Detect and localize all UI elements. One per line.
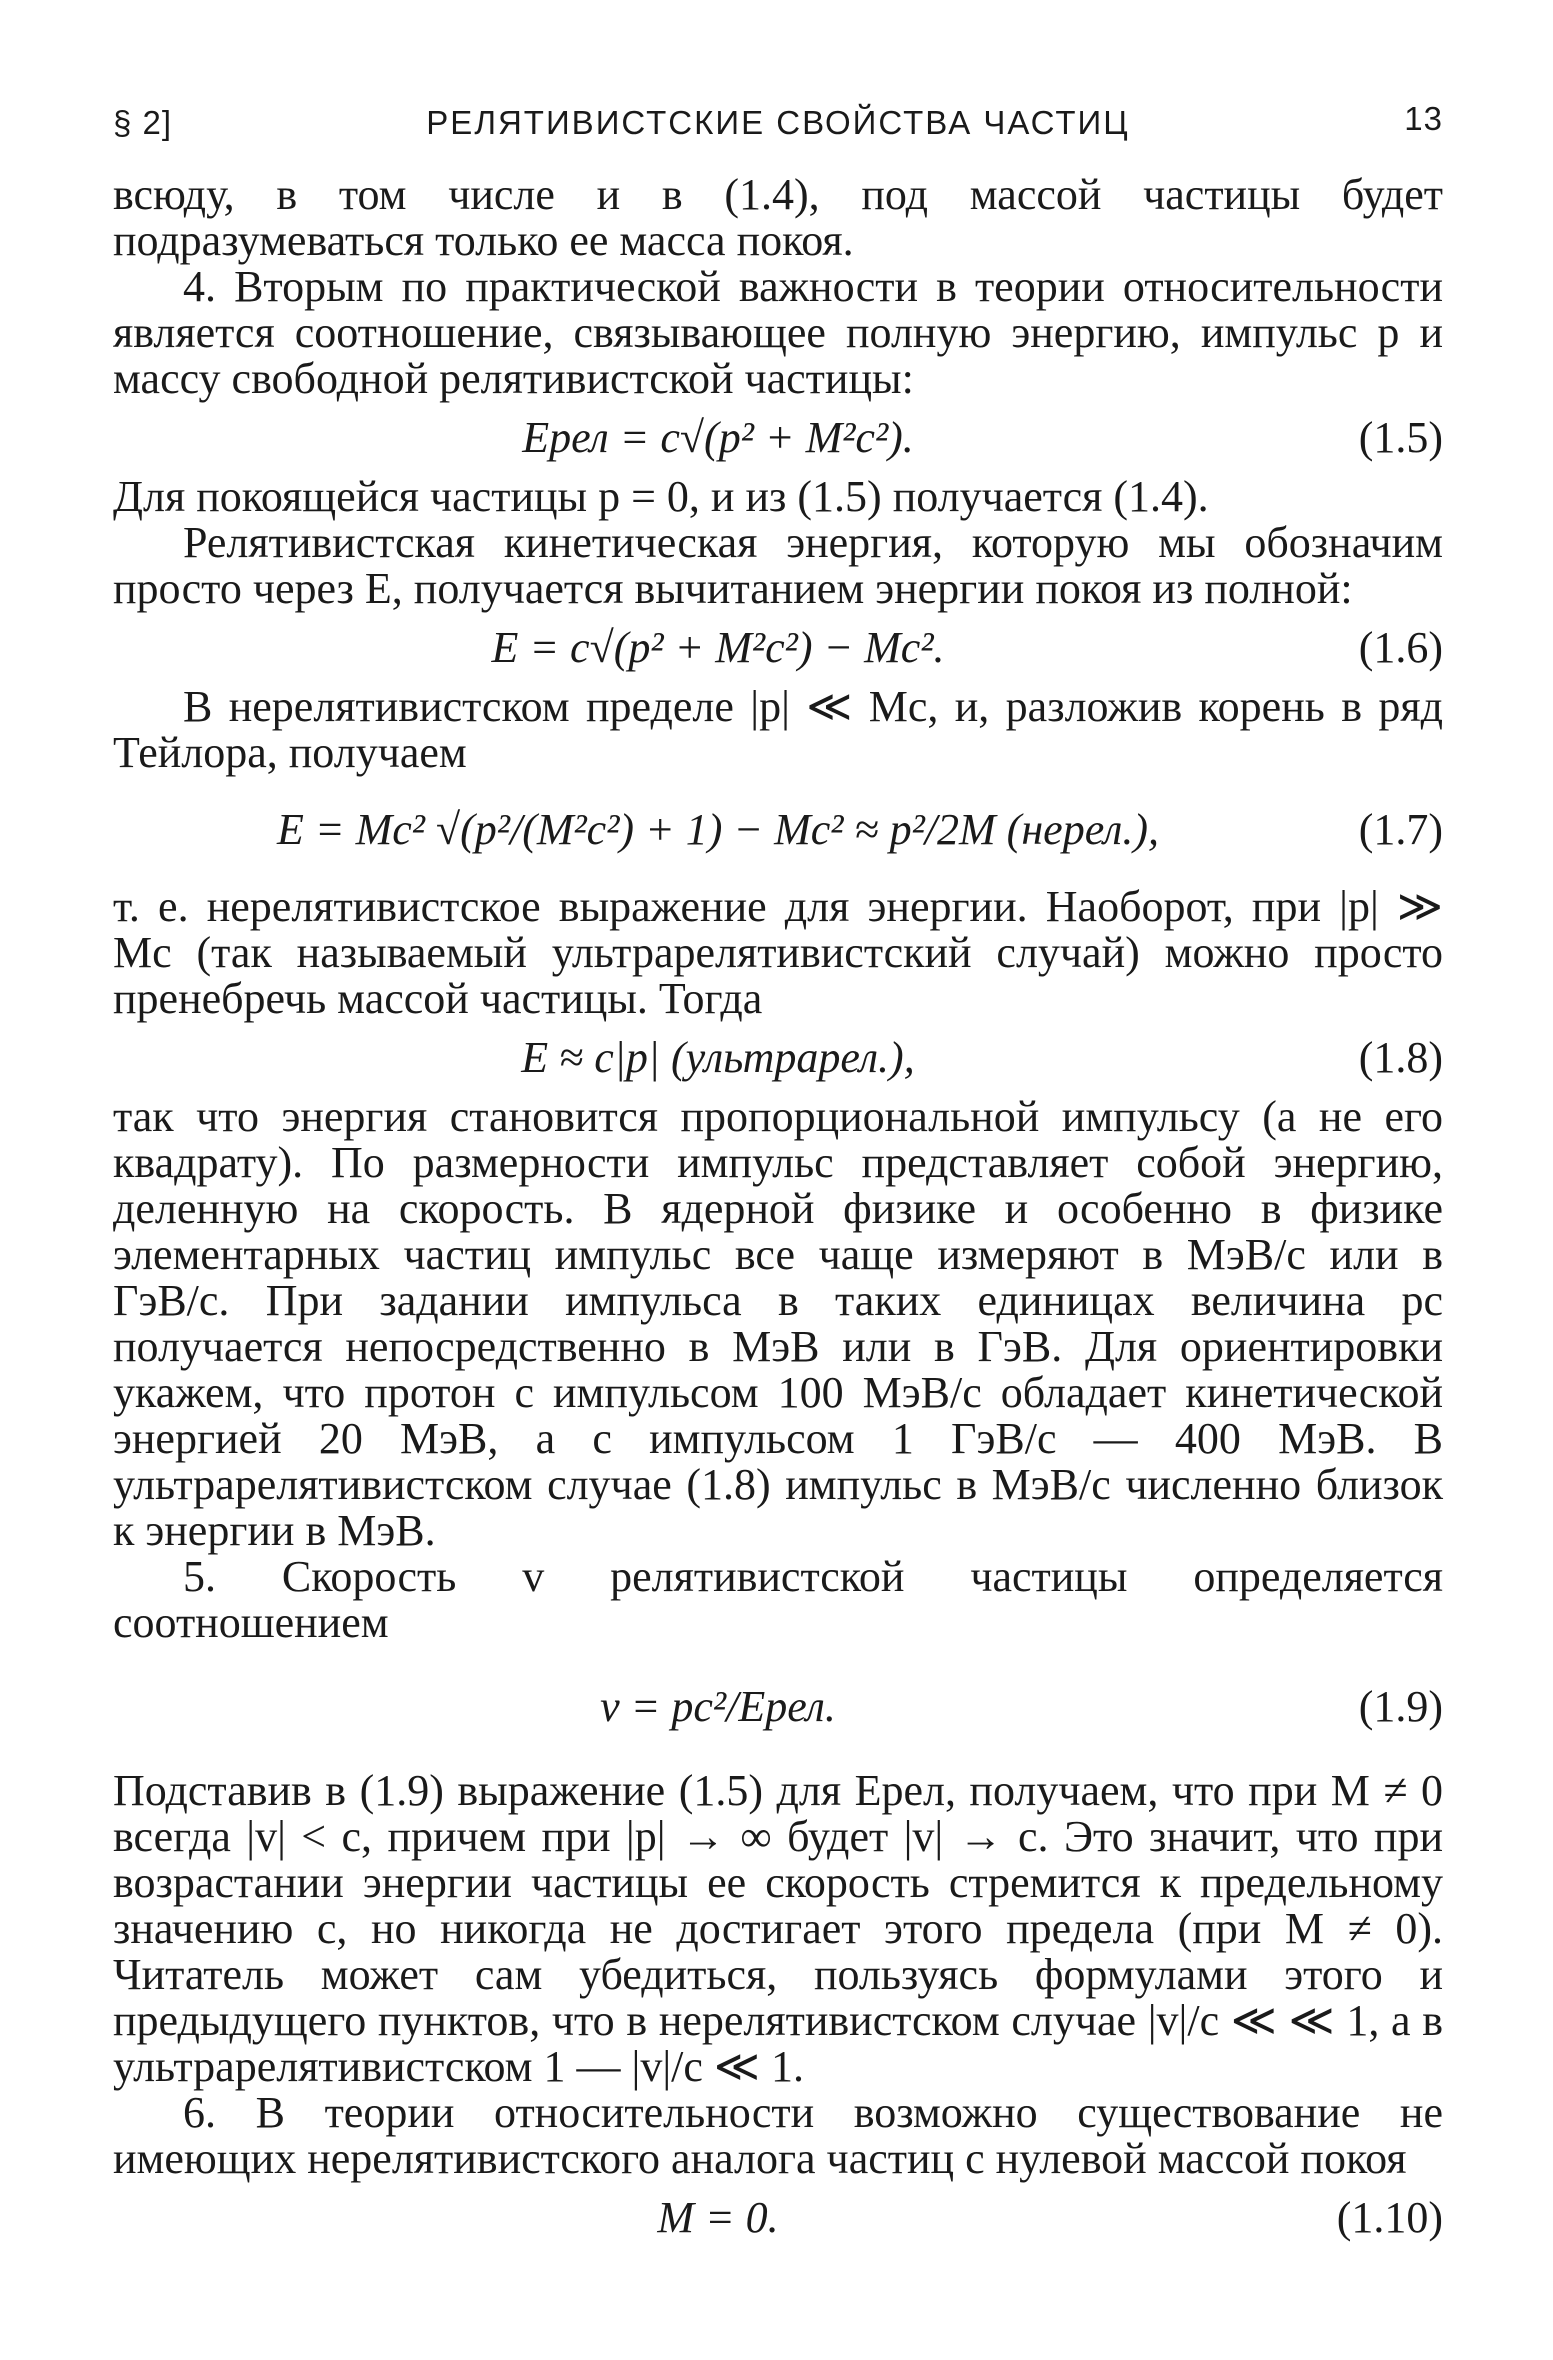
equation-1-6-number: (1.6) [1358, 623, 1443, 672]
paragraph-8: 5. Скорость v релятивистской частицы определяется соотношением [113, 1552, 1443, 1647]
equation-1-5-number: (1.5) [1358, 413, 1443, 462]
equation-1-6 [113, 618, 1443, 678]
section-marker: § 2] [113, 104, 173, 141]
equation-1-8-number: (1.8) [1358, 1033, 1443, 1082]
paragraph-9: Подставив в (1.9) выражение (1.5) для Eрел, получаем, что при M ≠ 0 всегда |v| < c, причем при |p| → ∞ будет |v| → c. Это значит, что при возрастании энергии частицы ее скорость стремится к предельному значению c, но никогда не достигает этого предела (при M ≠ 0). Читатель может сам убедиться, пользуясь формулами этого и предыдущего пунктов, что в нерелятивистском случае |v|/c ≪ ≪ 1, а в ультрарелятивистском 1 — |v|/c ≪ 1. [113, 1766, 1443, 2091]
equation-1-10-number: (1.10) [1336, 2193, 1443, 2242]
equation-1-10 [113, 2188, 1443, 2248]
paragraph-1: всюду, в том числе и в (1.4), под массой частицы будет подразумеваться только ее масса покоя. [113, 170, 1443, 265]
equation-1-10-expr: M = 0. [657, 2193, 779, 2242]
equation-1-5-expr: Eрел = c√(p² + M²c²). [522, 413, 914, 462]
equation-1-9 [113, 1652, 1443, 1762]
equation-1-9-expr: v = pc²/Eрел. [600, 1682, 836, 1731]
page-number: 13 [1404, 100, 1443, 137]
equation-1-6-expr: E = c√(p² + M²c²) − Mc². [491, 623, 945, 672]
equation-1-9-number: (1.9) [1358, 1682, 1443, 1731]
paragraph-6: т. е. нерелятивистское выражение для энергии. Наоборот, при |p| ≫ Mc (так называемый ультрарелятивистский случай) можно просто пренебречь массой частицы. Тогда [113, 882, 1443, 1023]
equation-1-5 [113, 408, 1443, 468]
equation-1-8-expr: E ≈ c|p| (ультрарел.), [521, 1033, 915, 1082]
equation-1-7-expr: E = Mc² √(p²/(M²c²) + 1) − Mc² ≈ p²/2M (нерел.), [277, 805, 1159, 854]
equation-1-8 [113, 1028, 1443, 1088]
paragraph-2: 4. Вторым по практической важности в теории относительности является соотношение, связывающее полную энергию, импульс p и массу свободной релятивистской частицы: [113, 262, 1443, 403]
book-page [113, 100, 1443, 2254]
paragraph-7: так что энергия становится пропорциональной импульсу (а не его квадрату). По размерности импульс представляет собой энергию, деленную на скорость. В ядерной физике и особенно в физике элементарных частиц импульс все чаще измеряют в МэВ/c или в ГэВ/c. При задании импульса в таких единицах величина pc получается непосредственно в МэВ или в ГэВ. Для ориентировки укажем, что протон с импульсом 100 МэВ/c обладает кинетической энергией 20 МэВ, а с импульсом 1 ГэВ/c — 400 МэВ. В ультрарелятивистском случае (1.8) импульс в МэВ/c численно близок к энергии в МэВ. [113, 1092, 1443, 1555]
running-title: РЕЛЯТИВИСТСКИЕ СВОЙСТВА ЧАСТИЦ [426, 104, 1130, 141]
running-head [113, 100, 1443, 150]
paragraph-5: В нерелятивистском пределе |p| ≪ Mc, и, разложив корень в ряд Тейлора, получаем [113, 682, 1443, 777]
equation-1-7-number: (1.7) [1358, 805, 1443, 854]
paragraph-4: Релятивистская кинетическая энергия, которую мы обозначим просто через E, получается вычитанием энергии покоя из полной: [113, 518, 1443, 613]
paragraph-10: 6. В теории относительности возможно существование не имеющих нерелятивистского аналога частиц с нулевой массой покоя [113, 2088, 1443, 2183]
paragraph-3: Для покоящейся частицы p = 0, и из (1.5) получается (1.4). [113, 472, 1209, 521]
equation-1-7 [113, 782, 1443, 878]
